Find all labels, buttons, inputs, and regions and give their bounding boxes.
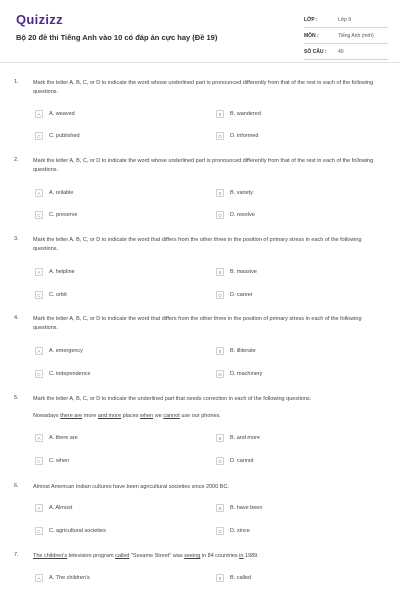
- meta-row-class: [304, 12, 388, 28]
- option-letter-badge: B: [216, 347, 224, 355]
- option-text: B. wandered: [230, 111, 261, 117]
- question-text: Mark the letter A, B, C, or D to indicate the word that differs from the other three in the position of primary stress in each of the following questions.: [33, 237, 362, 252]
- option-a[interactable]: [35, 503, 72, 513]
- option-text: D. career: [230, 292, 253, 298]
- option-b[interactable]: [216, 573, 251, 583]
- option-text: C. agricultural societies: [49, 528, 106, 534]
- meta-label: MÔN :: [304, 32, 319, 39]
- sentence-fragment: more: [82, 413, 98, 419]
- option-c[interactable]: [35, 131, 80, 141]
- option-text: B. illiterate: [230, 348, 256, 354]
- question-number: 6.: [14, 483, 19, 489]
- underlined-part-c: when: [140, 413, 154, 419]
- option-letter-badge: D: [216, 291, 224, 299]
- sentence-fragment: use our phones.: [179, 413, 221, 419]
- option-text: D. machinery: [230, 371, 263, 377]
- meta-value: 40: [338, 48, 344, 55]
- underlined-part-b: and more: [97, 413, 122, 419]
- worksheet-title: Bộ 20 đề thi Tiếng Anh vào 10 có đáp án cực hay (Đề 19): [16, 33, 218, 42]
- option-b[interactable]: [216, 109, 261, 119]
- option-letter-badge: B: [216, 434, 224, 442]
- option-letter-badge: D: [216, 527, 224, 535]
- option-text: C. preserve: [49, 212, 78, 218]
- meta-row-count: [304, 44, 388, 60]
- option-b[interactable]: [216, 503, 262, 513]
- sentence-fragment: television program: [67, 553, 116, 559]
- option-letter-badge: A: [35, 189, 43, 197]
- option-b[interactable]: [216, 267, 257, 277]
- option-d[interactable]: [216, 290, 253, 300]
- question-text: Mark the letter A, B, C, or D to indicate the word that differs from the other three in the position of primary stress in each of the following questions.: [33, 316, 362, 331]
- option-text: B. variety: [230, 190, 253, 196]
- option-text: A. The children's: [49, 575, 90, 581]
- option-b[interactable]: [216, 188, 253, 198]
- option-letter-badge: B: [216, 110, 224, 118]
- option-letter-badge: C: [35, 132, 43, 140]
- question-text: Almost American Indian cultures have been agricultural societies since 2000 BC.: [33, 484, 229, 490]
- question-number: 7.: [14, 552, 19, 558]
- option-letter-badge: C: [35, 370, 43, 378]
- question-text: Mark the letter A, B, C, or D to indicate the underlined part that needs correction in each of the following questions.: [33, 396, 312, 402]
- underlined-part-b: called: [115, 553, 130, 559]
- option-letter-badge: A: [35, 504, 43, 512]
- option-text: A. weaved: [49, 111, 75, 117]
- option-text: B. called: [230, 575, 252, 581]
- option-letter-badge: B: [216, 574, 224, 582]
- option-text: B. massive: [230, 269, 257, 275]
- underlined-part-a: there are: [60, 413, 83, 419]
- option-letter-badge: B: [216, 189, 224, 197]
- option-text: D. informed: [230, 133, 259, 139]
- question-text: Mark the letter A, B, C, or D to indicate the word whose underlined part is pronounced differently from that of the rest in each of the following questions.: [33, 80, 374, 95]
- question-number: 3.: [14, 236, 19, 242]
- option-c[interactable]: [35, 210, 77, 220]
- question-text: Mark the letter A, B, C, or D to indicate the word whose underlined part is pronounced differently from that of the rest in each of the following questions.: [33, 158, 374, 173]
- option-text: A. emergency: [49, 348, 83, 354]
- option-d[interactable]: [216, 210, 255, 220]
- sentence-fragment: in 84 countries: [200, 553, 240, 559]
- worksheet-meta: [304, 12, 388, 60]
- option-letter-badge: D: [216, 211, 224, 219]
- option-d[interactable]: [216, 456, 254, 466]
- option-c[interactable]: [35, 526, 106, 536]
- option-text: C. orbit: [49, 292, 67, 298]
- option-letter-badge: D: [216, 457, 224, 465]
- option-letter-badge: C: [35, 291, 43, 299]
- meta-row-subject: [304, 28, 388, 44]
- option-letter-badge: D: [216, 370, 224, 378]
- sentence-fragment: "Sesame Street" was: [129, 553, 185, 559]
- option-text: A. helpline: [49, 269, 75, 275]
- option-letter-badge: A: [35, 347, 43, 355]
- question-sentence: [33, 413, 221, 419]
- option-c[interactable]: [35, 369, 91, 379]
- option-a[interactable]: [35, 267, 75, 277]
- option-text: D. cannot: [230, 458, 254, 464]
- option-letter-badge: B: [216, 504, 224, 512]
- underlined-part-d: cannot: [163, 413, 180, 419]
- option-d[interactable]: [216, 526, 250, 536]
- underlined-part-c: seeing: [184, 553, 201, 559]
- option-letter-badge: C: [35, 211, 43, 219]
- option-text: C. independence: [49, 371, 91, 377]
- underlined-part-d: in: [239, 553, 244, 559]
- option-letter-badge: A: [35, 110, 43, 118]
- question-number: 1.: [14, 79, 19, 85]
- meta-value: Tiếng Anh (mới): [338, 32, 374, 39]
- question-number: 5.: [14, 395, 19, 401]
- sentence-fragment: 1989.: [243, 553, 259, 559]
- option-c[interactable]: [35, 456, 69, 466]
- option-letter-badge: C: [35, 527, 43, 535]
- option-text: C. published: [49, 133, 80, 139]
- worksheet-header: [0, 0, 400, 63]
- option-letter-badge: A: [35, 574, 43, 582]
- option-a[interactable]: [35, 573, 90, 583]
- quizizz-logo[interactable]: Quizizz: [16, 12, 63, 27]
- meta-label: SỐ CÂU :: [304, 48, 327, 55]
- sentence-fragment: we: [153, 413, 164, 419]
- underlined-part-a: The children's: [33, 553, 68, 559]
- option-text: A. reliable: [49, 190, 74, 196]
- option-b[interactable]: [216, 433, 260, 443]
- option-letter-badge: A: [35, 434, 43, 442]
- sentence-fragment: places: [121, 413, 141, 419]
- option-text: D. resolve: [230, 212, 255, 218]
- option-a[interactable]: [35, 433, 78, 443]
- option-text: D. since: [230, 528, 250, 534]
- option-text: B. have been: [230, 505, 263, 511]
- option-c[interactable]: [35, 290, 67, 300]
- option-a[interactable]: [35, 109, 75, 119]
- meta-value: Lớp 9: [338, 16, 352, 23]
- question-number: 4.: [14, 315, 19, 321]
- option-letter-badge: C: [35, 457, 43, 465]
- question-number: 2.: [14, 157, 19, 163]
- option-letter-badge: A: [35, 268, 43, 276]
- question-text: [33, 552, 385, 561]
- option-d[interactable]: [216, 369, 262, 379]
- sentence-fragment: Nowadays: [33, 413, 61, 419]
- option-text: C. when: [49, 458, 70, 464]
- option-text: A. there are: [49, 435, 78, 441]
- option-a[interactable]: [35, 188, 73, 198]
- option-b[interactable]: [216, 346, 256, 356]
- meta-label: LỚP :: [304, 16, 318, 23]
- option-text: A. Almost: [49, 505, 73, 511]
- option-d[interactable]: [216, 131, 258, 141]
- option-letter-badge: D: [216, 132, 224, 140]
- option-text: B. and more: [230, 435, 260, 441]
- option-a[interactable]: [35, 346, 83, 356]
- option-letter-badge: B: [216, 268, 224, 276]
